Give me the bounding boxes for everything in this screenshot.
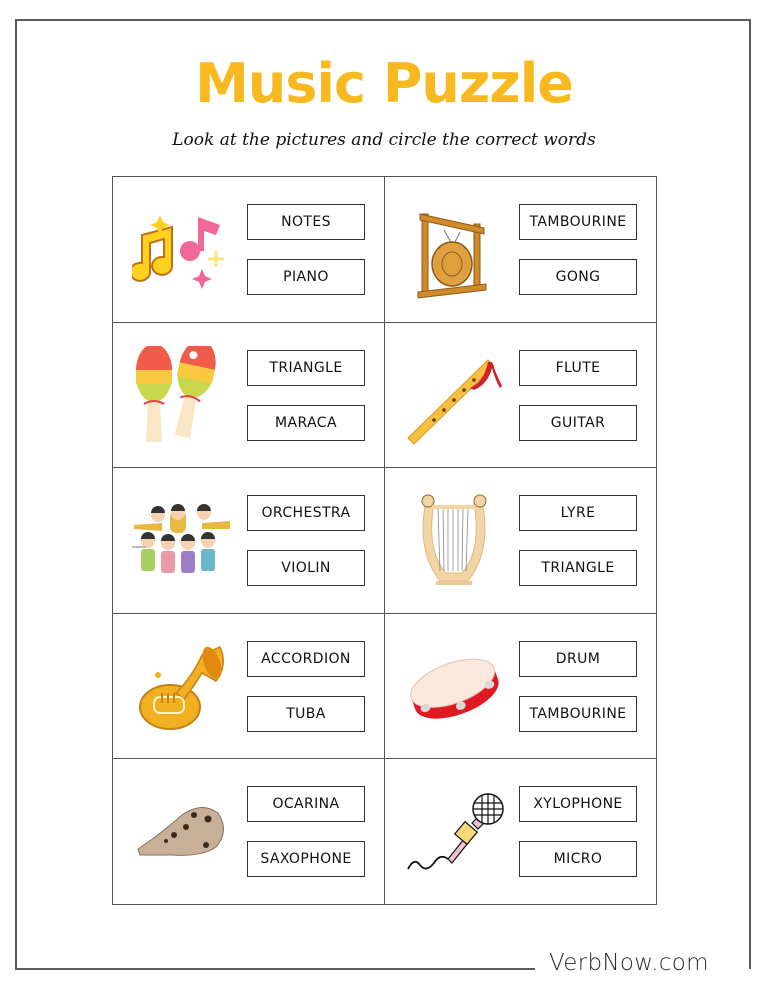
option-lyre[interactable]: LYRE [519,495,637,531]
tambourine-icon [399,632,509,742]
option-maraca[interactable]: MARACA [247,405,365,441]
option-orchestra[interactable]: ORCHESTRA [247,495,365,531]
puzzle-cell-gong [385,177,657,323]
option-saxophone[interactable]: SAXOPHONE [247,841,365,877]
puzzle-cell-tuba [113,614,385,759]
orchestra-icon [127,486,237,596]
option-drum[interactable]: DRUM [519,641,637,677]
puzzle-cell-tambourine [385,614,657,759]
option-flute[interactable]: FLUTE [519,350,637,386]
option-notes[interactable]: NOTES [247,204,365,240]
option-ocarina[interactable]: OCARINA [247,786,365,822]
puzzle-cell-notes [113,177,385,323]
puzzle-cell-orchestra [113,468,385,614]
footer-brand: VerbNow.com [545,950,713,976]
option-triangle[interactable]: TRIANGLE [247,350,365,386]
puzzle-grid [112,176,657,905]
microphone-icon [399,777,509,887]
page-border-bottom [15,968,535,970]
instructions: Look at the pictures and circle the correct words [172,130,596,150]
puzzle-cell-flute [385,323,657,468]
option-tambourine[interactable]: TAMBOURINE [519,204,637,240]
maracas-icon [127,341,237,451]
option-micro[interactable]: MICRO [519,841,637,877]
ocarina-icon [127,777,237,887]
option-tuba[interactable]: TUBA [247,696,365,732]
lyre-icon [399,486,509,596]
option-guitar[interactable]: GUITAR [519,405,637,441]
puzzle-cell-microphone [385,759,657,905]
option-gong[interactable]: GONG [519,259,637,295]
page-title: Music Puzzle [195,52,573,115]
option-tambourine[interactable]: TAMBOURINE [519,696,637,732]
option-accordion[interactable]: ACCORDION [247,641,365,677]
flute-icon [399,341,509,451]
option-piano[interactable]: PIANO [247,259,365,295]
option-violin[interactable]: VIOLIN [247,550,365,586]
puzzle-cell-ocarina [113,759,385,905]
puzzle-cell-lyre [385,468,657,614]
puzzle-cell-maracas [113,323,385,468]
music-notes-icon [127,195,237,305]
tuba-icon [127,632,237,742]
option-xylophone[interactable]: XYLOPHONE [519,786,637,822]
gong-icon [399,195,509,305]
option-triangle[interactable]: TRIANGLE [519,550,637,586]
